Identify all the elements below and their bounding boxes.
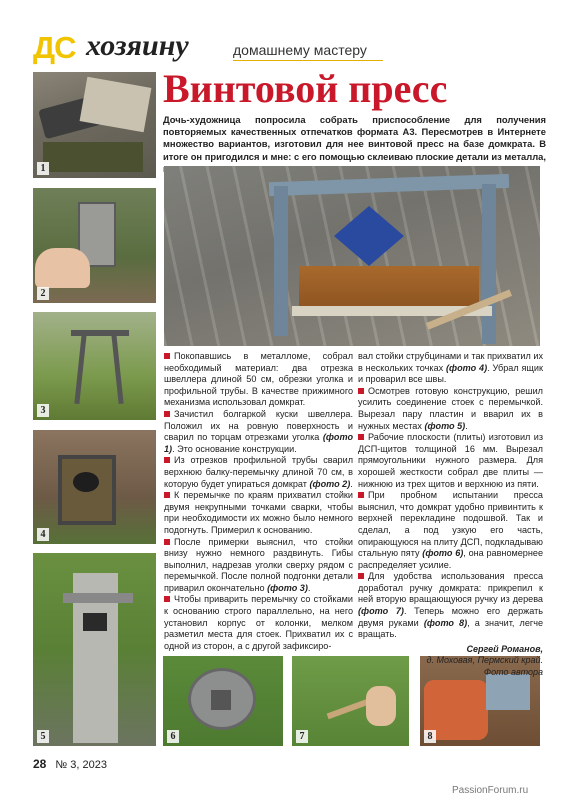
issue-number: № 3, 2023 xyxy=(55,759,107,771)
photo-credit: Фото автора xyxy=(483,666,543,677)
author-place: д. Моховая, Пермский край. xyxy=(426,655,543,666)
paragraph: После примерки выяснил, что стойки внизу нужно немного раздвинуть. Гибы выполнил, надрезав уголки сверху рядом с перемычкой. После полной подгонки детали приварил окончательно (фото 3). xyxy=(164,536,353,593)
photo-ref: (фото 1) xyxy=(164,432,353,454)
bullet-marker xyxy=(164,539,170,545)
photo-number: 7 xyxy=(296,730,308,743)
author-name: Сергей Романов, xyxy=(466,643,543,654)
page-number: 28 xyxy=(33,757,47,771)
photo-5 xyxy=(33,553,156,746)
magazine-header xyxy=(33,29,393,65)
photo-4 xyxy=(33,430,156,544)
brand-logo: ДС xyxy=(33,30,76,65)
bullet-marker xyxy=(164,596,170,602)
paragraph: Зачистил болгаркой куски швеллера. Положил их на ровную поверхность и сварил по торцам отрезками уголка (фото 1). Это основание конструкции. xyxy=(164,408,353,454)
photo-ref: (фото 5) xyxy=(424,420,466,431)
photo-number: 5 xyxy=(37,730,49,743)
photo-ref: (фото 8) xyxy=(423,617,468,628)
bullet-marker xyxy=(164,457,170,463)
photo-number: 6 xyxy=(167,730,179,743)
text-column-2 xyxy=(358,351,543,678)
paragraph: Осмотрев готовую конструкцию, решил усилить соединение стоек с перемычкой. Вырезал пару пластин и вварил их в нужных местах (фото 5). xyxy=(358,385,543,431)
section-underline xyxy=(233,60,383,61)
photo-2 xyxy=(33,188,156,303)
main-photo-press xyxy=(164,166,540,346)
brand-word: хозяину xyxy=(86,29,189,62)
page-footer xyxy=(33,757,107,772)
photo-number: 8 xyxy=(424,730,436,743)
photo-ref: (фото 6) xyxy=(422,548,464,559)
paragraph: Покопавшись в металломе, собрал необходимый материал: два отрезка швеллера длиной 50 см, обрезки уголка и профильной трубы. В качестве прижимного механизма использовал домкрат. xyxy=(164,351,353,408)
bullet-marker xyxy=(358,573,364,579)
photo-number: 2 xyxy=(37,287,49,300)
paragraph: вал стойки струбцинами и так прихватил их в нескольких точках (фото 4). Убрал ящик и проварил все швы. xyxy=(358,351,543,385)
photo-ref: (фото 7) xyxy=(358,606,404,617)
paragraph: Чтобы приварить перемычку со стойками к основанию строго параллельно, на него установил корпус от колонки, мелком разметил места для стоек. Прихватил их с одной из сторон, а с другой зафиксиро- xyxy=(164,594,353,651)
photo-number: 1 xyxy=(37,162,49,175)
bullet-marker xyxy=(164,353,170,359)
article-lead: Дочь-художница попросила собрать приспособление для получения повторяемых качественных отпечатков формата А3. Пересмотрев в Интернете множество вариантов, изготовил для нее винтовой пресс на базе домкрата. В итоге он пригодился и мне: с его помощью склеиваю плоские детали из металла, xyxy=(163,114,546,162)
watermark: PassionForum.ru xyxy=(452,785,529,796)
photo-ref: (фото 3) xyxy=(267,582,308,593)
photo-1 xyxy=(33,72,156,178)
photo-6 xyxy=(163,656,283,746)
photo-ref: (фото 4) xyxy=(446,362,488,373)
photo-number: 3 xyxy=(37,404,49,417)
paragraph: К перемычке по краям прихватил стойки двумя некрупными точками сварки, чтобы при необходимости их можно было немного подогнуть. Примерил к основанию. xyxy=(164,490,353,535)
paragraph: Для удобства использования пресса доработал ручку домкрата: прикрепил к ней вторую вращающуюся ручку из дерева (фото 7). Теперь можно его держать двумя руками (фото 8), а значит, легче вращать. xyxy=(358,571,544,640)
text-column-1 xyxy=(164,351,353,652)
bullet-marker xyxy=(358,434,364,440)
photo-number: 4 xyxy=(37,528,49,541)
bullet-marker xyxy=(164,411,170,417)
paragraph: Рабочие плоскости (плиты) изготовил из ДСП-щитов толщиной 16 мм. Вырезал прямоугольники нужного размера. Для хорошей жесткости собрал две плиты — нижнюю из трех щитов и верхнюю из пяти. xyxy=(358,432,543,489)
bullet-marker xyxy=(164,492,170,498)
bullet-marker xyxy=(358,492,364,498)
section-name: домашнему мастеру xyxy=(233,42,367,58)
bullet-marker xyxy=(358,388,364,394)
paragraph: При пробном испытании пресса выяснил, что домкрат удобно привинтить к верхней перекладине подошвой. Так и сделал, а под узкую его часть, опирающуюся на плиту ДСП, подкладываю стальную пяту (фото 6), она равномернее распределяет усилие. xyxy=(358,490,544,570)
photo-3 xyxy=(33,312,156,420)
article-title: Винтовой пресс xyxy=(163,66,448,111)
author-signature xyxy=(358,644,543,678)
paragraph: Из отрезков профильной трубы сварил верхнюю балку-перемычку длиной 70 см, в которую будет упираться домкрат (фото 2). xyxy=(164,455,353,489)
photo-ref: (фото 2) xyxy=(309,478,351,489)
